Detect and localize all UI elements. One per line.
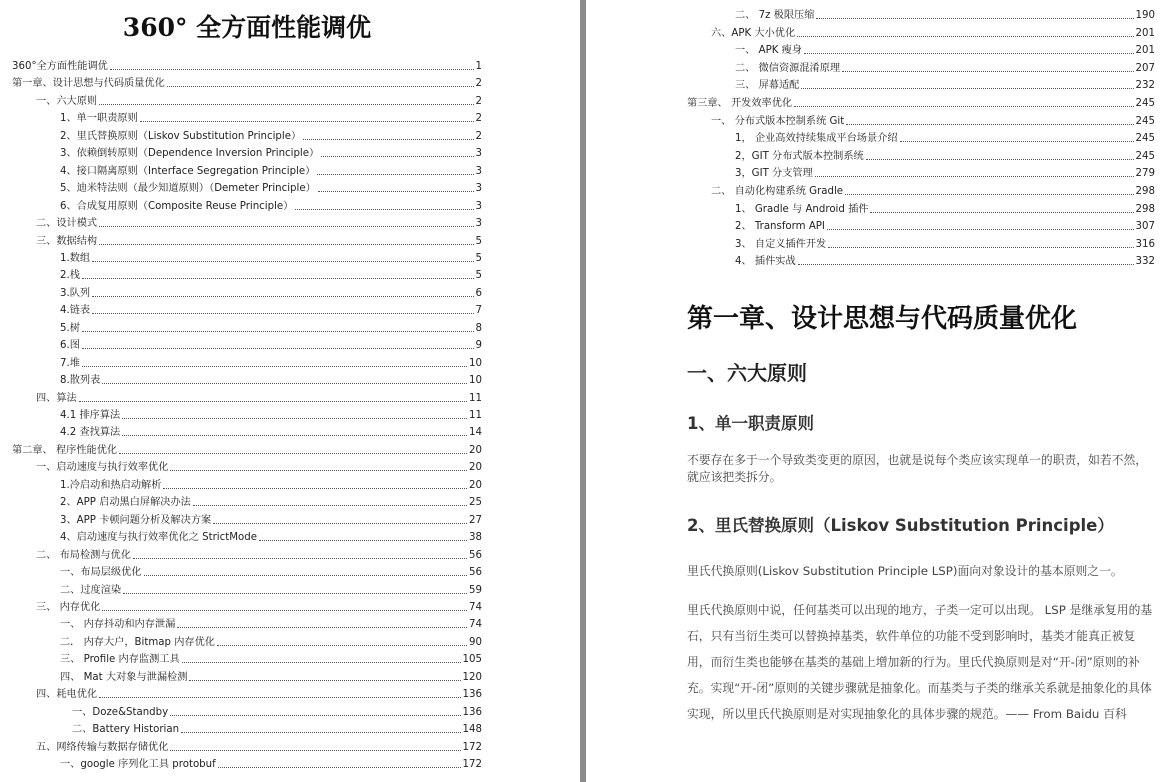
toc-dot-leader bbox=[144, 575, 468, 576]
toc-entry-title: 一、 内存抖动和内存泄漏 bbox=[60, 619, 176, 631]
toc-dot-leader bbox=[177, 627, 467, 628]
toc-entry-page-number: 59 bbox=[469, 584, 482, 596]
toc-dot-leader bbox=[167, 86, 474, 87]
toc-entry-title: 四、 Mat 大对象与泄漏检测 bbox=[60, 671, 188, 683]
subsection-2-paragraph-1: 里氏代换原则(Liskov Substitution Principle LSP)面向对象设计的基本原则之一。 bbox=[687, 564, 1123, 578]
toc-entry-page-number: 10 bbox=[469, 375, 482, 387]
toc-entry[interactable] bbox=[735, 61, 1155, 75]
toc-entry-page-number: 1 bbox=[475, 61, 482, 72]
toc-entry-title: 1、 Gradle 与 Android 插件 bbox=[735, 203, 869, 215]
toc-entry-title: 一、Doze&Standby bbox=[72, 706, 169, 718]
toc-entry[interactable] bbox=[60, 565, 482, 579]
toc-entry[interactable] bbox=[36, 740, 482, 754]
toc-dot-leader bbox=[870, 212, 1133, 213]
toc-entry-title: 六、APK 大小优化 bbox=[711, 27, 796, 39]
toc-dot-leader bbox=[92, 261, 473, 262]
toc-entry[interactable] bbox=[72, 705, 482, 719]
toc-entry[interactable] bbox=[60, 478, 482, 492]
toc-entry-page-number: 11 bbox=[469, 392, 482, 404]
toc-entry[interactable] bbox=[36, 460, 482, 474]
toc-entry-title: 4.2 查找算法 bbox=[60, 427, 121, 439]
toc-entry[interactable] bbox=[735, 149, 1155, 163]
toc-entry[interactable] bbox=[60, 617, 482, 631]
toc-entry-title: 360°全方面性能调优 bbox=[12, 61, 108, 72]
toc-dot-leader bbox=[794, 106, 1133, 107]
toc-entry-page-number: 5 bbox=[475, 252, 482, 264]
toc-entry-title: 2、里氏替换原则（Liskov Substitution Principle） bbox=[60, 130, 302, 142]
toc-dot-leader bbox=[295, 209, 473, 210]
toc-entry[interactable] bbox=[711, 184, 1155, 198]
toc-dot-leader bbox=[170, 750, 460, 751]
toc-entry-page-number: 9 bbox=[475, 340, 482, 352]
toc-dot-leader bbox=[900, 141, 1134, 142]
toc-entry-title: 8.散列表 bbox=[60, 375, 101, 387]
toc-dot-leader bbox=[122, 435, 467, 436]
toc-entry-page-number: 105 bbox=[462, 654, 482, 666]
toc-entry[interactable] bbox=[60, 303, 482, 317]
toc-entry-title: 4、 插件实战 bbox=[735, 256, 796, 268]
toc-entry-title: 三、 屏幕适配 bbox=[735, 80, 800, 92]
toc-entry[interactable] bbox=[60, 268, 482, 282]
toc-entry-page-number: 8 bbox=[475, 322, 482, 334]
toc-entry-title: 一、启动速度与执行效率优化 bbox=[36, 462, 169, 474]
toc-entry-page-number: 3 bbox=[475, 165, 482, 177]
toc-dot-leader bbox=[79, 401, 467, 402]
toc-dot-leader bbox=[318, 191, 474, 192]
toc-dot-leader bbox=[217, 645, 467, 646]
toc-entry-page-number: 232 bbox=[1135, 80, 1155, 92]
toc-entry[interactable] bbox=[60, 373, 482, 387]
toc-entry-title: 一、 APK 瘦身 bbox=[735, 45, 803, 57]
toc-dot-leader bbox=[816, 18, 1133, 19]
toc-entry-page-number: 2 bbox=[475, 113, 482, 125]
chapter-heading: 第一章、设计思想与代码质量优化 bbox=[687, 304, 1078, 334]
toc-entry-page-number: 136 bbox=[462, 706, 482, 718]
toc-dot-leader bbox=[92, 313, 473, 314]
toc-dot-leader bbox=[99, 226, 473, 227]
toc-dot-leader bbox=[303, 139, 473, 140]
toc-entry-page-number: 172 bbox=[462, 759, 482, 770]
toc-entry-title: 1、单一职责原则 bbox=[60, 113, 138, 125]
toc-dot-leader bbox=[321, 156, 473, 157]
toc-entry-page-number: 3 bbox=[475, 183, 482, 195]
subsection-2-paragraph-2: 里氏代换原则中说，任何基类可以出现的地方，子类一定可以出现。 LSP 是继承复用的基石，只有当衍生类可以替换掉基类，软件单位的功能不受到影响时，基类才能真正被复用，而衍生类也能够在基类的基础上增加新的行为。里氏代换原则是对“开-闭”原则的补充。实现“开-闭”原则的关键步骤就是抽象化。而基类与子类的继承关系就是抽象化的具体实现，所以里氏代换原则是对实现抽象化的具体步骤的规范。—— From Baidu 百科 bbox=[687, 603, 1153, 721]
toc-dot-leader bbox=[193, 505, 467, 506]
toc-entry-title: 3、APP 卡顿问题分析及解决方案 bbox=[60, 514, 212, 526]
subsection-heading-2: 2、里氏替换原则（Liskov Substitution Principle） bbox=[687, 516, 1114, 535]
toc-entry-page-number: 201 bbox=[1135, 45, 1155, 57]
toc-entry-page-number: 7 bbox=[475, 305, 482, 317]
toc-entry-title: 5、迪米特法则（最少知道原则）（Demeter Principle） bbox=[60, 183, 316, 195]
toc-entry-page-number: 56 bbox=[469, 549, 482, 561]
toc-entry[interactable] bbox=[60, 652, 482, 666]
toc-dot-leader bbox=[797, 36, 1133, 37]
toc-entry-title: 1.数组 bbox=[60, 252, 91, 264]
toc-dot-leader bbox=[827, 229, 1134, 230]
toc-entry[interactable] bbox=[12, 76, 482, 90]
toc-entry-page-number: 3 bbox=[475, 218, 482, 230]
toc-entry-title: 一、布局层级优化 bbox=[60, 567, 142, 579]
toc-entry-page-number: 3 bbox=[475, 148, 482, 160]
toc-entry-title: 3.队列 bbox=[60, 287, 91, 299]
toc-dot-leader bbox=[99, 697, 460, 698]
toc-entry-title: 四、耗电优化 bbox=[36, 689, 98, 701]
toc-entry-page-number: 2 bbox=[475, 130, 482, 142]
toc-entry[interactable] bbox=[735, 131, 1155, 145]
toc-entry-title: 第一章、设计思想与代码质量优化 bbox=[12, 78, 165, 90]
toc-dot-leader bbox=[845, 194, 1133, 195]
toc-entry-title: 二、 7z 极限压缩 bbox=[735, 10, 815, 21]
toc-entry-page-number: 5 bbox=[475, 235, 482, 247]
toc-entry-title: 四、算法 bbox=[36, 392, 77, 404]
subsection-1-paragraph: 不要存在多于一个导致类变更的原因，也就是说每个类应该实现单一的职责，如若不然，就应该把类拆分。 bbox=[687, 453, 1148, 484]
toc-entry-page-number: 245 bbox=[1135, 133, 1155, 145]
toc-entry[interactable] bbox=[60, 181, 482, 195]
toc-entry-page-number: 245 bbox=[1135, 115, 1155, 127]
toc-entry[interactable] bbox=[12, 443, 482, 457]
toc-dot-leader bbox=[82, 366, 467, 367]
toc-entry-page-number: 298 bbox=[1135, 203, 1155, 215]
toc-entry-title: 2.栈 bbox=[60, 270, 80, 282]
toc-entry-page-number: 5 bbox=[475, 270, 482, 282]
toc-entry-page-number: 90 bbox=[469, 636, 482, 648]
toc-entry-title: 4.链表 bbox=[60, 305, 91, 317]
toc-dot-leader bbox=[102, 383, 467, 384]
toc-entry[interactable] bbox=[60, 129, 482, 143]
toc-entry-title: 二、 微信资源混淆原理 bbox=[735, 62, 841, 74]
toc-dot-leader bbox=[804, 53, 1134, 54]
toc-entry-page-number: 245 bbox=[1135, 98, 1155, 109]
toc-entry[interactable] bbox=[72, 722, 482, 736]
toc-entry[interactable] bbox=[735, 202, 1155, 216]
toc-entry-page-number: 20 bbox=[469, 462, 482, 474]
toc-dot-leader bbox=[133, 558, 467, 559]
toc-entry-title: 1， 企业高效持续集成平台场景介绍 bbox=[735, 133, 898, 145]
toc-dot-leader bbox=[110, 69, 474, 70]
toc-dot-leader bbox=[842, 71, 1133, 72]
toc-entry-page-number: 56 bbox=[469, 567, 482, 579]
toc-entry[interactable] bbox=[60, 757, 482, 771]
toc-dot-leader bbox=[213, 523, 467, 524]
toc-dot-leader bbox=[182, 662, 461, 663]
toc-entry[interactable] bbox=[60, 425, 482, 439]
toc-entry[interactable] bbox=[735, 237, 1155, 251]
toc-entry[interactable] bbox=[36, 548, 482, 562]
toc-dot-leader bbox=[259, 540, 467, 541]
toc-entry-page-number: 201 bbox=[1135, 27, 1155, 39]
toc-entry-title: 一、六大原则 bbox=[36, 95, 98, 107]
document-title: 360° 全方面性能调优 bbox=[122, 13, 372, 42]
toc-dot-leader bbox=[82, 348, 474, 349]
toc-entry[interactable] bbox=[60, 530, 482, 544]
toc-entry[interactable] bbox=[735, 78, 1155, 92]
toc-entry[interactable] bbox=[60, 583, 482, 597]
toc-dot-leader bbox=[798, 264, 1134, 265]
toc-dot-leader bbox=[119, 453, 467, 454]
toc-entry[interactable] bbox=[687, 96, 1155, 110]
toc-entry-page-number: 245 bbox=[1135, 150, 1155, 162]
toc-entry-title: 6、合成复用原则（Composite Reuse Principle） bbox=[60, 200, 294, 212]
toc-dot-leader bbox=[82, 278, 474, 279]
toc-entry-page-number: 11 bbox=[469, 410, 482, 421]
toc-dot-leader bbox=[170, 715, 460, 716]
toc-entry-title: 三、 内存优化 bbox=[36, 601, 101, 613]
toc-entry[interactable] bbox=[60, 111, 482, 125]
toc-entry-page-number: 3 bbox=[475, 200, 482, 212]
toc-entry-page-number: 10 bbox=[469, 357, 482, 369]
toc-entry-page-number: 279 bbox=[1135, 168, 1155, 180]
toc-entry[interactable] bbox=[711, 26, 1155, 40]
toc-entry-title: 3、依赖倒转原则（Dependence Inversion Principle） bbox=[60, 148, 320, 160]
toc-entry[interactable] bbox=[60, 408, 482, 422]
toc-entry[interactable] bbox=[735, 166, 1155, 180]
toc-entry-title: 二、设计模式 bbox=[36, 218, 98, 230]
toc-dot-leader bbox=[317, 174, 473, 175]
toc-entry-page-number: 27 bbox=[469, 514, 482, 526]
toc-entry-title: 5.树 bbox=[60, 322, 80, 334]
toc-entry-title: 第二章、 程序性能优化 bbox=[12, 444, 118, 456]
toc-entry[interactable] bbox=[60, 164, 482, 178]
toc-entry-title: 二、Battery Historian bbox=[72, 724, 180, 736]
toc-entry-title: 2、 Transform API bbox=[735, 221, 825, 233]
toc-dot-leader bbox=[163, 488, 467, 489]
toc-entry[interactable] bbox=[36, 687, 482, 701]
toc-entry-title: 三、 Profile 内存监测工具 bbox=[60, 654, 180, 666]
toc-entry[interactable] bbox=[735, 8, 1155, 22]
toc-dot-leader bbox=[140, 121, 474, 122]
toc-dot-leader bbox=[82, 331, 474, 332]
toc-entry-page-number: 298 bbox=[1135, 186, 1155, 197]
toc-entry-page-number: 190 bbox=[1135, 10, 1155, 21]
toc-entry-title: 4、启动速度与执行效率优化之 StrictMode bbox=[60, 532, 257, 544]
subsection-heading-1: 1、单一职责原则 bbox=[687, 414, 814, 433]
toc-dot-leader bbox=[92, 296, 473, 297]
toc-entry-page-number: 316 bbox=[1135, 238, 1155, 250]
toc-entry-title: 二、 布局检测与优化 bbox=[36, 549, 131, 561]
toc-entry-title: 3、 自定义插件开发 bbox=[735, 238, 827, 250]
toc-entry-title: 2，GIT 分布式版本控制系统 bbox=[735, 150, 864, 162]
toc-entry[interactable] bbox=[36, 234, 482, 248]
toc-entry[interactable] bbox=[60, 146, 482, 160]
toc-dot-leader bbox=[218, 767, 461, 768]
toc-entry[interactable] bbox=[60, 286, 482, 300]
toc-entry-page-number: 74 bbox=[469, 619, 482, 631]
toc-entry[interactable] bbox=[711, 114, 1155, 128]
toc-entry[interactable] bbox=[735, 219, 1155, 233]
toc-entry[interactable] bbox=[60, 338, 482, 352]
section-heading: 一、六大原则 bbox=[687, 361, 807, 385]
toc-entry-title: 4.1 排序算法 bbox=[60, 410, 121, 421]
toc-entry-page-number: 25 bbox=[469, 497, 482, 509]
toc-entry[interactable] bbox=[60, 321, 482, 335]
toc-entry-page-number: 148 bbox=[462, 724, 482, 736]
toc-dot-leader bbox=[99, 104, 473, 105]
toc-entry-page-number: 6 bbox=[475, 287, 482, 299]
toc-entry-page-number: 136 bbox=[462, 689, 482, 701]
toc-entry-title: 一、google 序列化工具 protobuf bbox=[60, 759, 216, 770]
toc-dot-leader bbox=[801, 88, 1133, 89]
toc-entry-page-number: 2 bbox=[475, 78, 482, 90]
toc-entry-page-number: 332 bbox=[1135, 256, 1155, 268]
toc-dot-leader bbox=[181, 732, 460, 733]
toc-dot-leader bbox=[828, 247, 1133, 248]
toc-entry-page-number: 207 bbox=[1135, 62, 1155, 74]
left-page bbox=[0, 0, 580, 782]
toc-entry-title: 7.堆 bbox=[60, 357, 80, 369]
toc-dot-leader bbox=[866, 159, 1134, 160]
toc-entry-page-number: 172 bbox=[462, 741, 482, 753]
toc-entry[interactable] bbox=[36, 600, 482, 614]
toc-entry-page-number: 74 bbox=[469, 601, 482, 613]
toc-dot-leader bbox=[123, 593, 467, 594]
toc-dot-leader bbox=[846, 124, 1133, 125]
toc-dot-leader bbox=[815, 176, 1134, 177]
toc-entry-page-number: 2 bbox=[475, 95, 482, 107]
toc-entry[interactable] bbox=[60, 251, 482, 265]
toc-entry[interactable] bbox=[60, 513, 482, 527]
toc-entry[interactable] bbox=[60, 199, 482, 213]
toc-entry-page-number: 307 bbox=[1135, 221, 1155, 233]
toc-entry-title: 4、接口隔离原则（Interface Segregation Principle） bbox=[60, 165, 316, 177]
toc-entry-title: 五、网络传输与数据存储优化 bbox=[36, 741, 169, 753]
toc-entry-title: 2、APP 启动黑白屏解决办法 bbox=[60, 497, 191, 509]
toc-entry-page-number: 20 bbox=[469, 479, 482, 491]
toc-entry-title: 第三章、 开发效率优化 bbox=[687, 98, 793, 109]
toc-entry-title: 1.冷启动和热启动解析 bbox=[60, 479, 162, 491]
toc-entry-title: 二、 自动化构建系统 Gradle bbox=[711, 186, 844, 197]
right-page bbox=[586, 0, 1167, 782]
toc-dot-leader bbox=[102, 610, 467, 611]
toc-entry[interactable] bbox=[36, 391, 482, 405]
toc-dot-leader bbox=[189, 680, 460, 681]
toc-entry[interactable] bbox=[60, 356, 482, 370]
toc-entry[interactable] bbox=[36, 216, 482, 230]
toc-entry[interactable] bbox=[735, 254, 1155, 268]
toc-entry-title: 一、 分布式版本控制系统 Git bbox=[711, 115, 845, 127]
toc-entry[interactable] bbox=[12, 59, 482, 73]
toc-entry[interactable] bbox=[60, 670, 482, 684]
toc-entry-page-number: 20 bbox=[469, 444, 482, 456]
toc-entry-title: 二、过度渲染 bbox=[60, 584, 122, 596]
toc-entry[interactable] bbox=[36, 94, 482, 108]
toc-entry-title: 6.图 bbox=[60, 340, 80, 352]
toc-entry-page-number: 14 bbox=[469, 427, 482, 439]
toc-entry-page-number: 38 bbox=[469, 532, 482, 544]
toc-entry[interactable] bbox=[60, 635, 482, 649]
toc-entry-title: 二． 内存大户，Bitmap 内存优化 bbox=[60, 636, 215, 648]
toc-entry[interactable] bbox=[60, 495, 482, 509]
toc-dot-leader bbox=[122, 418, 467, 419]
toc-dot-leader bbox=[99, 244, 473, 245]
toc-entry-page-number: 120 bbox=[462, 671, 482, 683]
toc-entry-title: 3，GIT 分支管理 bbox=[735, 168, 813, 180]
toc-entry-title: 三、数据结构 bbox=[36, 235, 98, 247]
toc-dot-leader bbox=[170, 470, 467, 471]
toc-entry[interactable] bbox=[735, 43, 1155, 57]
